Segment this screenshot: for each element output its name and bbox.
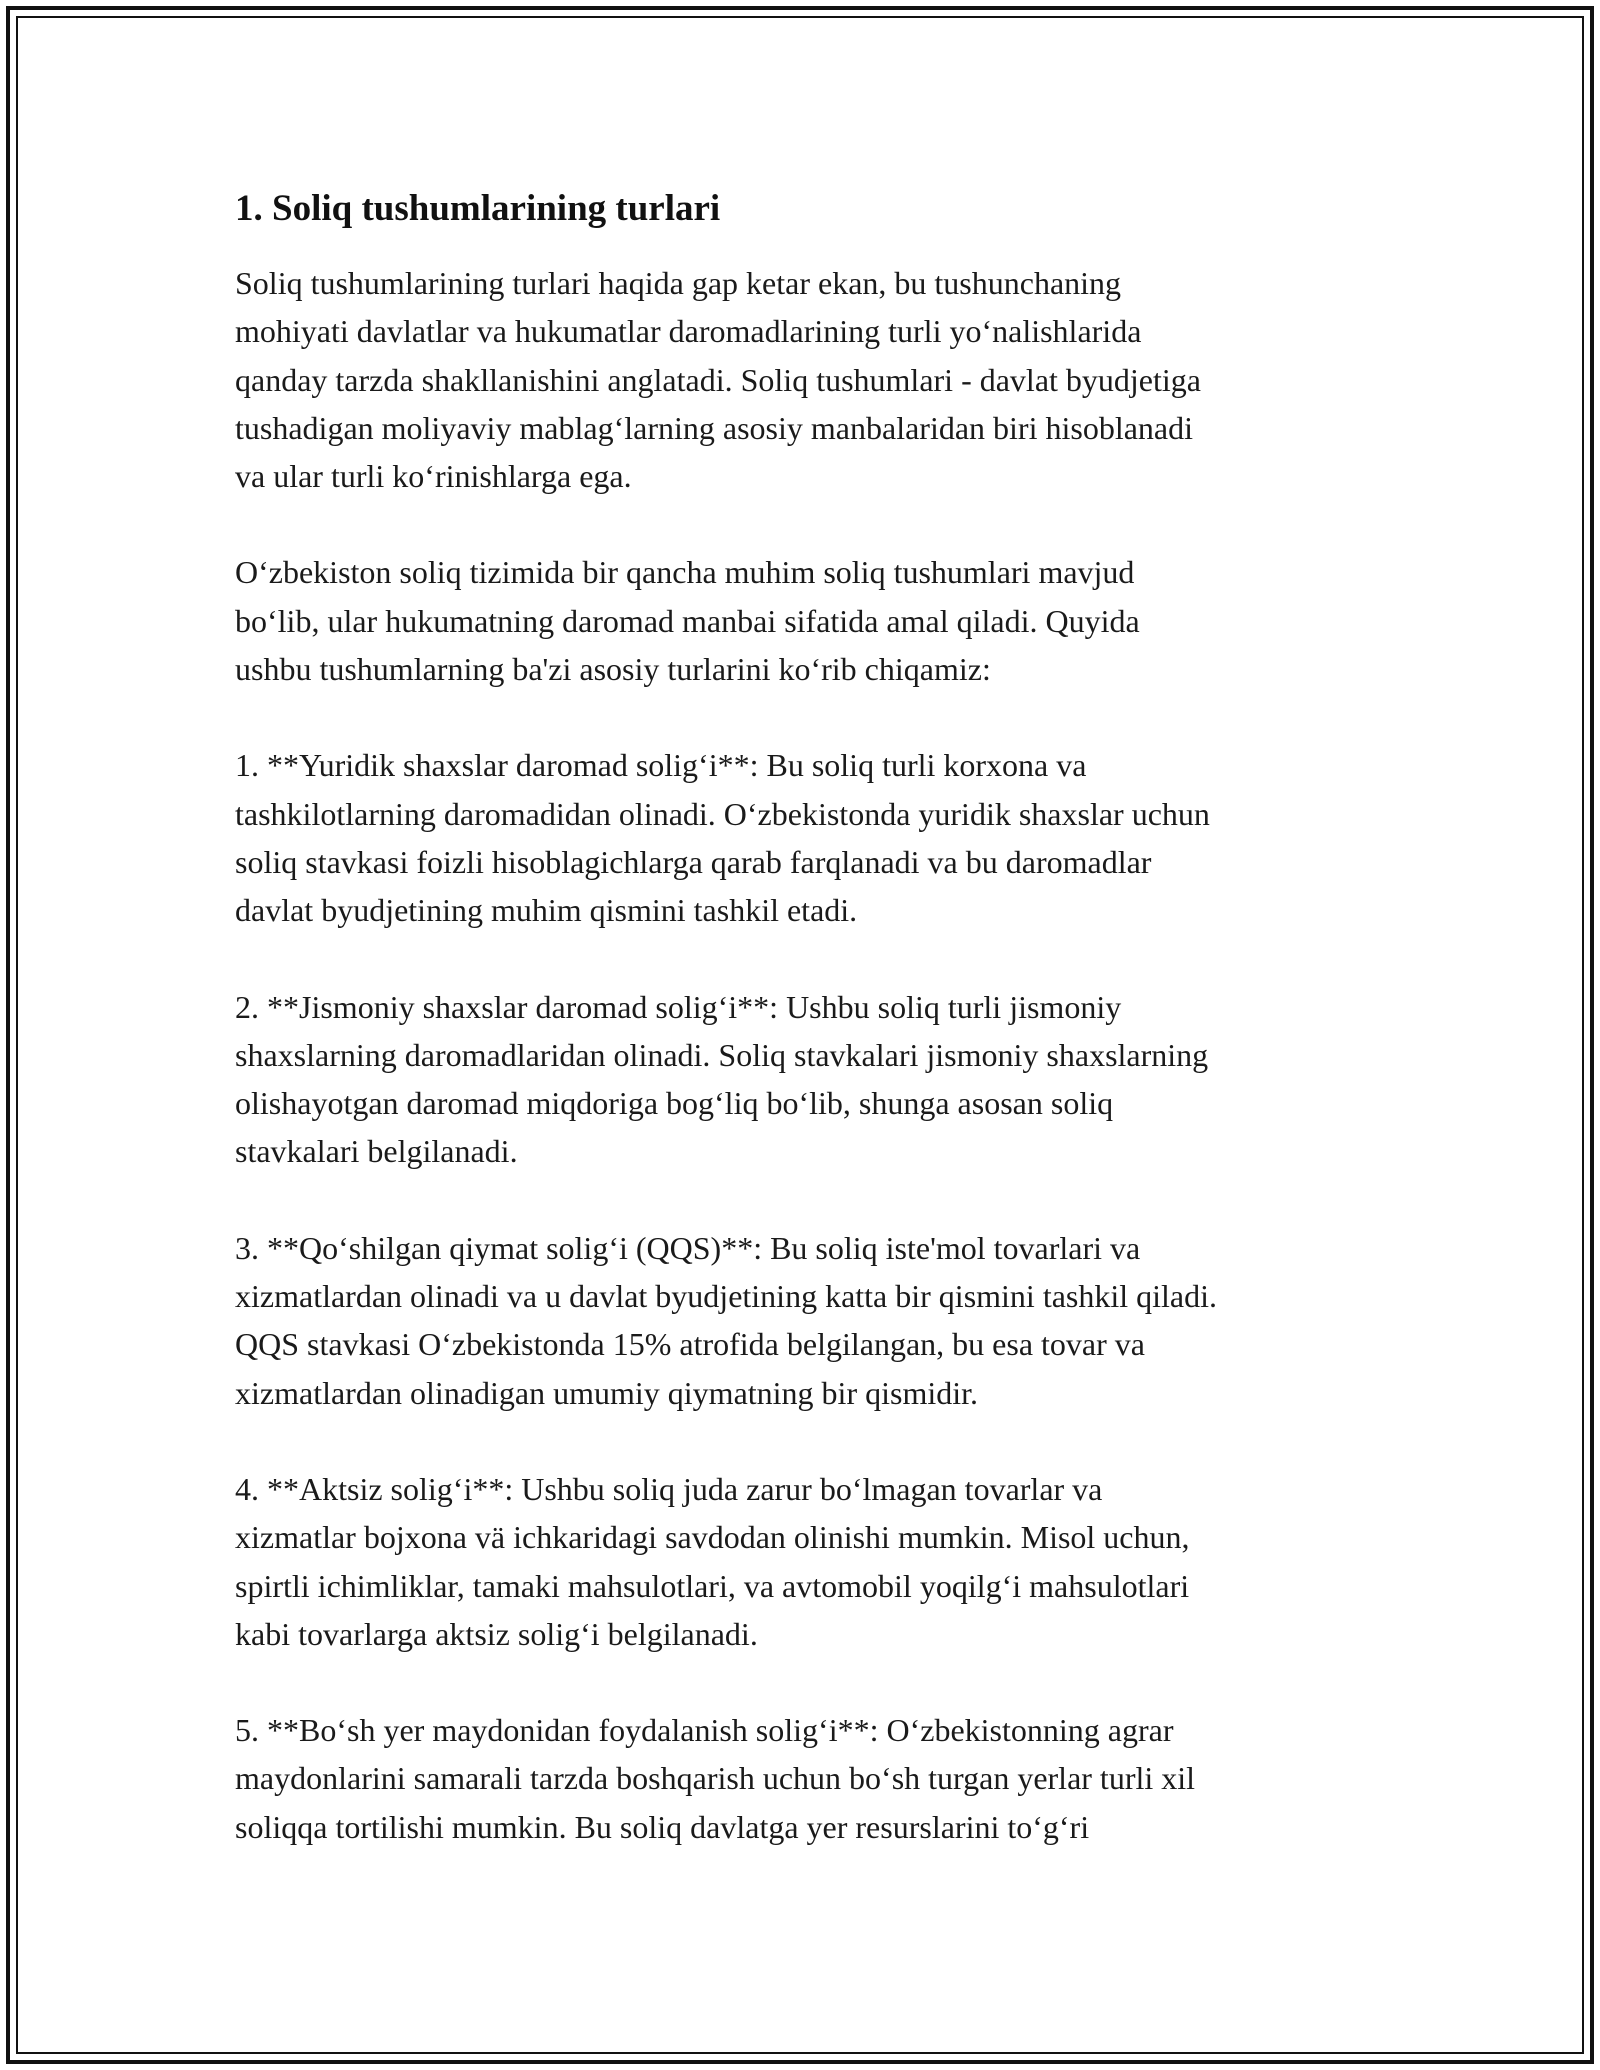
document-body	[235, 185, 1365, 1899]
list-item-vat: 3. **Qo‘shilgan qiymat solig‘i (QQS)**: Bu soliq iste'mol tovarlari va xizmatlardan olinadi va u davlat byudjetining katta bir qismini tashkil qiladi. QQS stavkasi O‘zbekistonda 15% atrofida belgilangan, bu esa tovar va xizmatlardan olinadigan umumiy qiymatning bir qismidir.	[235, 1229, 1218, 1411]
list-item-excise-tax: 4. **Aktsiz solig‘i**: Ushbu soliq juda zarur bo‘lmagan tovarlar va xizmatlar bojxona vä ichkaridagi savdodan olinishi mumkin. Misol uchun, spirtli ichimliklar, tamaki mahsulotlari, va avtomobil yoqilg‘i mahsulotlari kabi tovarlarga aktsiz solig‘i belgilanadi.	[235, 1470, 1190, 1652]
list-item-personal-income-tax: 2. **Jismoniy shaxslar daromad solig‘i**: Ushbu soliq turli jismoniy shaxslarning daromadlaridan olinadi. Soliq stavkalari jismoniy shaxslarning olishayotgan daromad miqdoriga bog‘liq bo‘lib, shunga asosan soliq stavkalari belgilanadi.	[235, 988, 1209, 1170]
list-item-land-tax: 5. **Bo‘sh yer maydonidan foydalanish solig‘i**: O‘zbekistonning agrar maydonlarini samarali tarzda boshqarish uchun bo‘sh turgan yerlar turli xil soliqqa tortilishi mumkin. Bu soliq davlatga yer resurslarini to‘g‘ri	[235, 1712, 1196, 1845]
overview-paragraph: O‘zbekiston soliq tizimida bir qancha muhim soliq tushumlari mavjud bo‘lib, ular hukumatning daromad manbai sifatida amal qiladi. Quyida ushbu tushumlarning ba'zi asosiy turlarini ko‘rib chiqamiz:	[235, 554, 1140, 688]
intro-paragraph: Soliq tushumlarining turlari haqida gap ketar ekan, bu tushunchaning mohiyati davlatlar va hukumatlar daromadlarining turli yo‘nalishlarida qanday tarzda shakllanishini anglatadi. Soliq tushumlari - davlat byudjetiga tushadigan moliyaviy mablag‘larning asosiy manbalaridan biri hisoblanadi va ular turli ko‘rinishlarga ega.	[235, 265, 1201, 495]
list-item-corporate-income-tax: 1. **Yuridik shaxslar daromad solig‘i**: Bu soliq turli korxona va tashkilotlarning daromadidan olinadi. O‘zbekistonda yuridik shaxslar uchun soliq stavkasi foizli hisoblagichlarga qarab farqlanadi va bu daromadlar davlat byudjetining muhim qismini tashkil etadi.	[235, 747, 1210, 929]
section-heading: 1. Soliq tushumlarining turlari	[235, 188, 721, 229]
